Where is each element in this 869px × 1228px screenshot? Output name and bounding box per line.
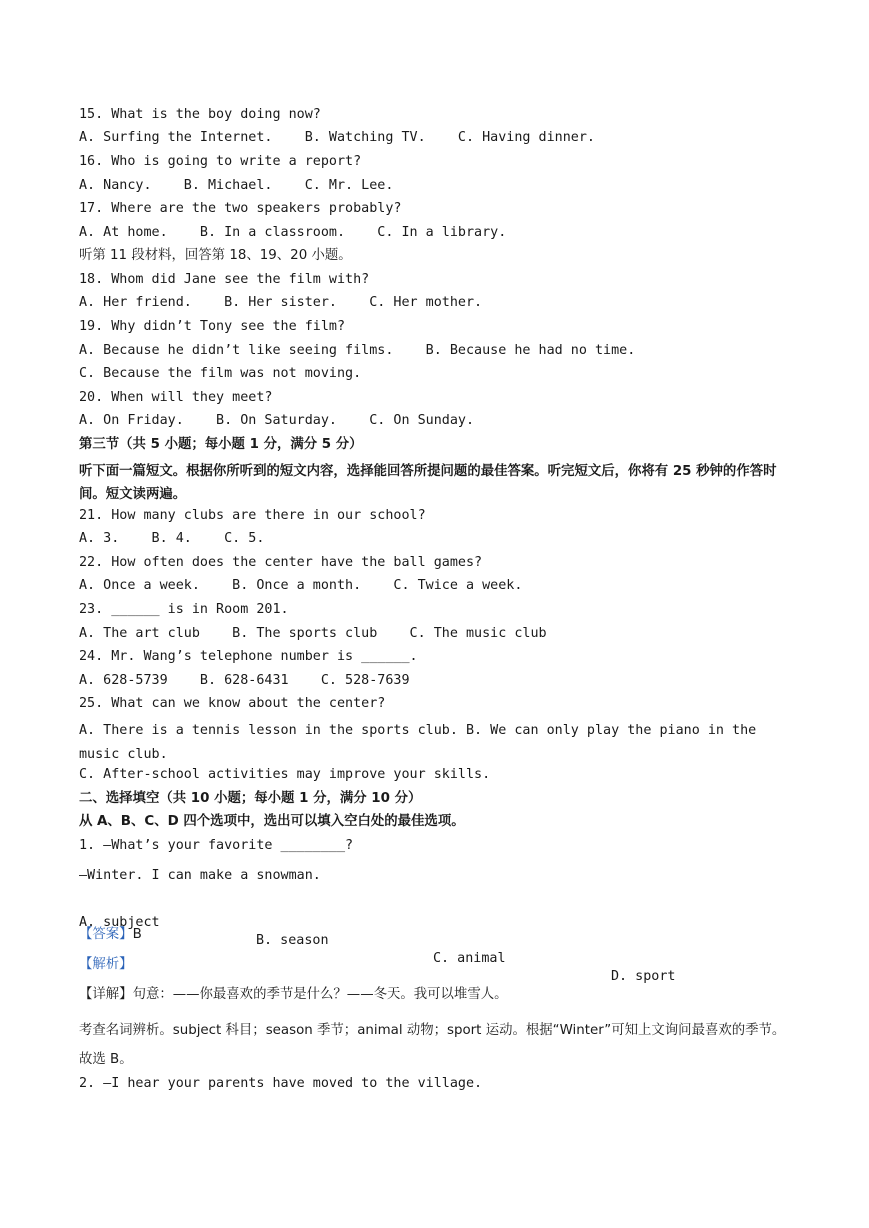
question-15-options: A. Surfing the Internet. B. Watching TV. C. Having dinner. [79,130,595,145]
detail-text: 句意：——你最喜欢的季节是什么？——冬天。我可以堆雪人。 [132,987,508,1002]
question-19-options: A. Because he didn’t like seeing films. B. Because he had no time. [79,343,636,358]
section-3-heading: 第三节（共 5 小题；每小题 1 分，满分 5 分） [79,437,363,452]
question-1-reply: —Winter. I can make a snowman. [79,868,321,883]
option-d: D. sport [611,969,676,984]
question-23-options: A. The art club B. The sports club C. The music club [79,626,547,641]
question-16-stem: 16. Who is going to write a report? [79,154,362,169]
question-16-options: A. Nancy. B. Michael. C. Mr. Lee. [79,178,394,193]
question-18-options: A. Her friend. B. Her sister. C. Her mother. [79,295,483,310]
question-24-options: A. 628-5739 B. 628-6431 C. 528-7639 [79,673,410,688]
answer-label: 【答案】 [79,927,133,942]
part-2-heading: 二、选择填空（共 10 小题；每小题 1 分，满分 10 分） [79,791,422,806]
section-3-instruction: 听下面一篇短文。根据你所听到的短文内容，选择能回答所提问题的最佳答案。听完短文后，你将有 25 秒钟的作答时间。短文读两遍。 [79,464,777,502]
question-17-options: A. At home. B. In a classroom. C. In a library. [79,225,507,240]
analysis-label: 【解析】 [79,957,133,972]
answer-line [79,926,142,944]
question-20-stem: 20. When will they meet? [79,390,273,405]
question-22-options: A. Once a week. B. Once a month. C. Twice a week. [79,578,523,593]
question-25-stem: 25. What can we know about the center? [79,696,386,711]
question-20-options: A. On Friday. B. On Saturday. C. On Sunday. [79,413,475,428]
question-17-stem: 17. Where are the two speakers probably? [79,201,402,216]
explanation-text: 考查名词辨析。subject 科目；season 季节；animal 动物；sport 运动。根据“Winter”可知上文询问最喜欢的季节。故选 B。 [79,1023,786,1067]
option-a: A. subject [79,915,160,930]
question-25-options: A. There is a tennis lesson in the sports club. B. We can only play the piano in the music club. [79,723,757,762]
passage-11-instruction: 听第 11 段材料，回答第 18、19、20 小题。 [79,248,352,263]
detail-label: 【详解】 [79,987,133,1002]
answer-value: B [132,927,142,942]
question-15-stem: 15. What is the boy doing now? [79,107,321,122]
part-2-instruction: 从 A、B、C、D 四个选项中，选出可以填入空白处的最佳选项。 [79,814,465,829]
detail-line [79,986,508,1004]
question-19-options-c: C. Because the film was not moving. [79,366,362,381]
question-21-options: A. 3. B. 4. C. 5. [79,531,265,546]
question-19-stem: 19. Why didn’t Tony see the film? [79,319,346,334]
question-23-stem: 23. ______ is in Room 201. [79,602,289,617]
question-1-stem: 1. —What’s your favorite ________? [79,838,354,853]
option-c: C. animal [433,951,506,966]
option-b: B. season [256,933,329,948]
question-18-stem: 18. Whom did Jane see the film with? [79,272,370,287]
question-21-stem: 21. How many clubs are there in our school? [79,508,426,523]
question-2-stem: 2. —I hear your parents have moved to the village. [79,1076,483,1091]
question-24-stem: 24. Mr. Wang’s telephone number is ______. [79,649,418,664]
question-25-options-c: C. After-school activities may improve your skills. [79,767,491,782]
question-22-stem: 22. How often does the center have the ball games? [79,555,483,570]
